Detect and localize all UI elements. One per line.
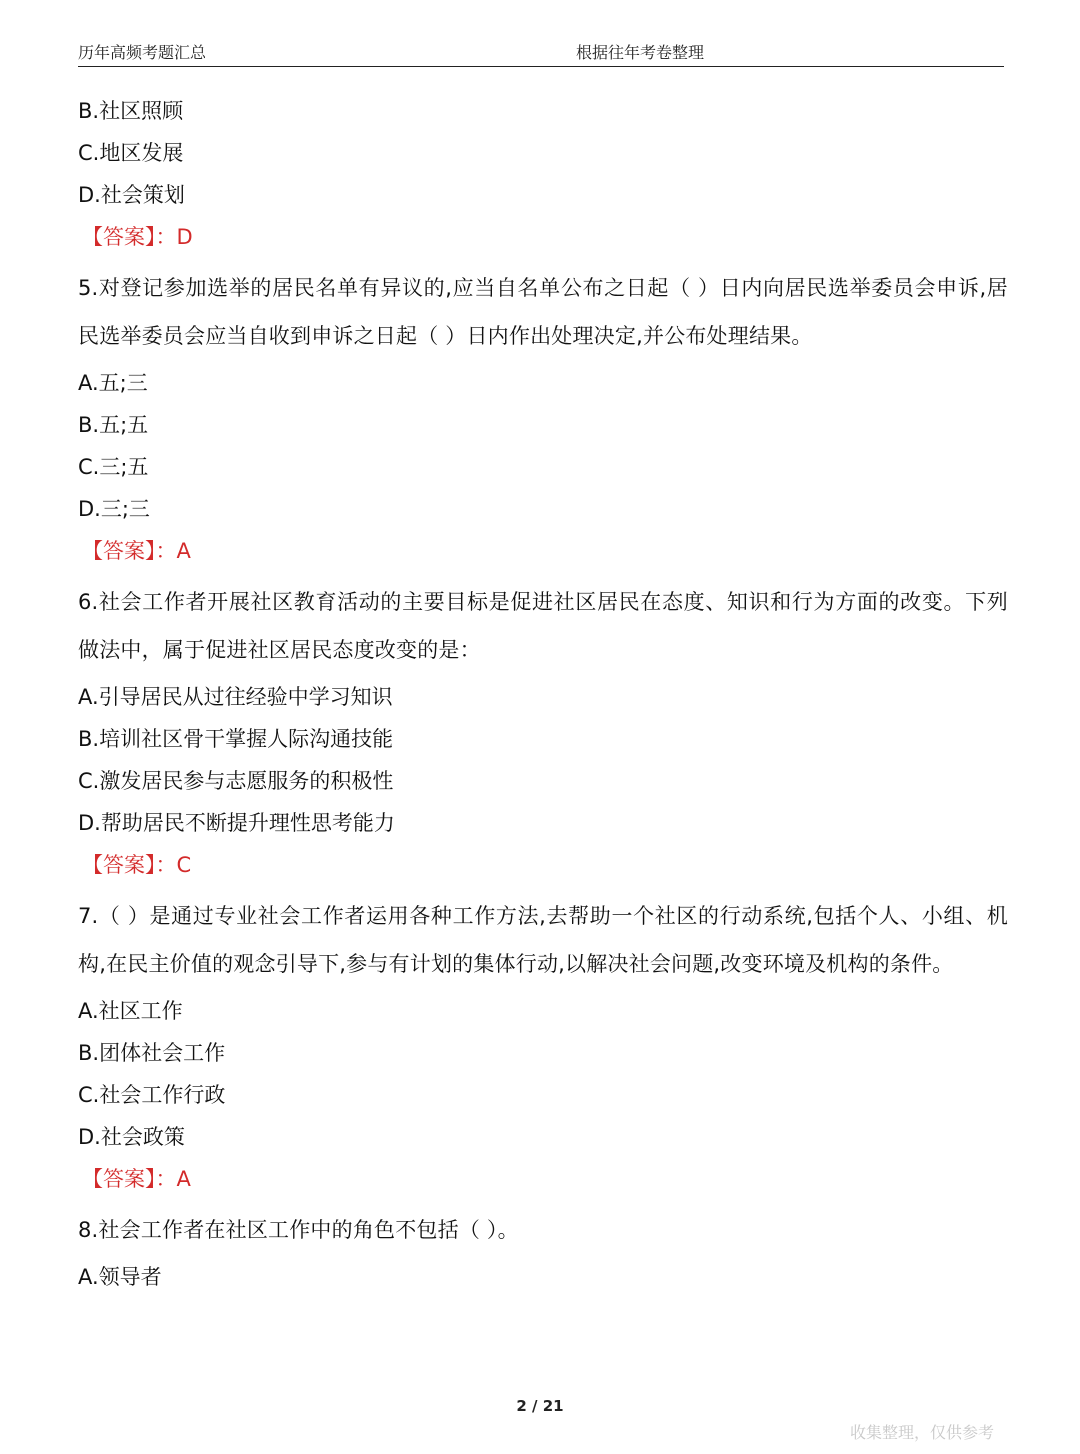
q5-option-d: D.三;三 xyxy=(78,497,150,521)
q4-option-d: D.社会策划 xyxy=(78,183,185,207)
header-title-right: 根据往年考卷整理 xyxy=(576,43,705,62)
q7-text: 7.（ ）是通过专业社会工作者运用各种工作方法,去帮助一个社区的行动系统,包括个人、小组、机构,在民主价值的观念引导下,参与有计划的集体行动,以解决社会问题,改变环境及机构的条件。 xyxy=(78,904,1008,976)
q6-option-c: C.激发居民参与志愿服务的积极性 xyxy=(78,769,394,793)
q7-option-b: B.团体社会工作 xyxy=(78,1041,226,1065)
q5-option-c: C.三;五 xyxy=(78,455,149,479)
q5-option-a: A.五;三 xyxy=(78,371,148,395)
watermark-text: 收集整理，仅供参考 xyxy=(850,1423,995,1442)
q6-answer: 【答案】：C xyxy=(82,853,192,877)
header-title-left: 历年高频考题汇总 xyxy=(78,43,207,62)
q6-option-b: B.培训社区骨干掌握人际沟通技能 xyxy=(78,727,394,751)
page-header xyxy=(78,38,1004,67)
q7-option-c: C.社会工作行政 xyxy=(78,1083,226,1107)
q6-option-a: A.引导居民从过往经验中学习知识 xyxy=(78,685,393,709)
q5-answer: 【答案】：A xyxy=(82,539,191,563)
page-number: 2 / 21 xyxy=(516,1397,564,1415)
q5-text: 5.对登记参加选举的居民名单有异议的,应当自名单公布之日起（ ）日内向居民选举委员会申诉,居民选举委员会应当自收到申诉之日起（ ）日内作出处理决定,并公布处理结果。 xyxy=(78,276,1008,348)
q7-answer: 【答案】：A xyxy=(82,1167,191,1191)
q4-answer: 【答案】：D xyxy=(82,225,193,249)
q5-option-b: B.五;五 xyxy=(78,413,149,437)
q4-option-c: C.地区发展 xyxy=(78,141,184,165)
q8-text: 8.社会工作者在社区工作中的角色不包括（ ）。 xyxy=(78,1218,519,1242)
q6-text: 6.社会工作者开展社区教育活动的主要目标是促进社区居民在态度、知识和行为方面的改变。下列做法中，属于促进社区居民态度改变的是： xyxy=(78,590,1008,662)
document-body xyxy=(78,90,1008,1298)
q7-option-d: D.社会政策 xyxy=(78,1125,185,1149)
q7-option-a: A.社区工作 xyxy=(78,999,183,1023)
q8-option-a: A.领导者 xyxy=(78,1265,162,1289)
q4-option-b: B.社区照顾 xyxy=(78,99,184,123)
q6-option-d: D.帮助居民不断提升理性思考能力 xyxy=(78,811,395,835)
